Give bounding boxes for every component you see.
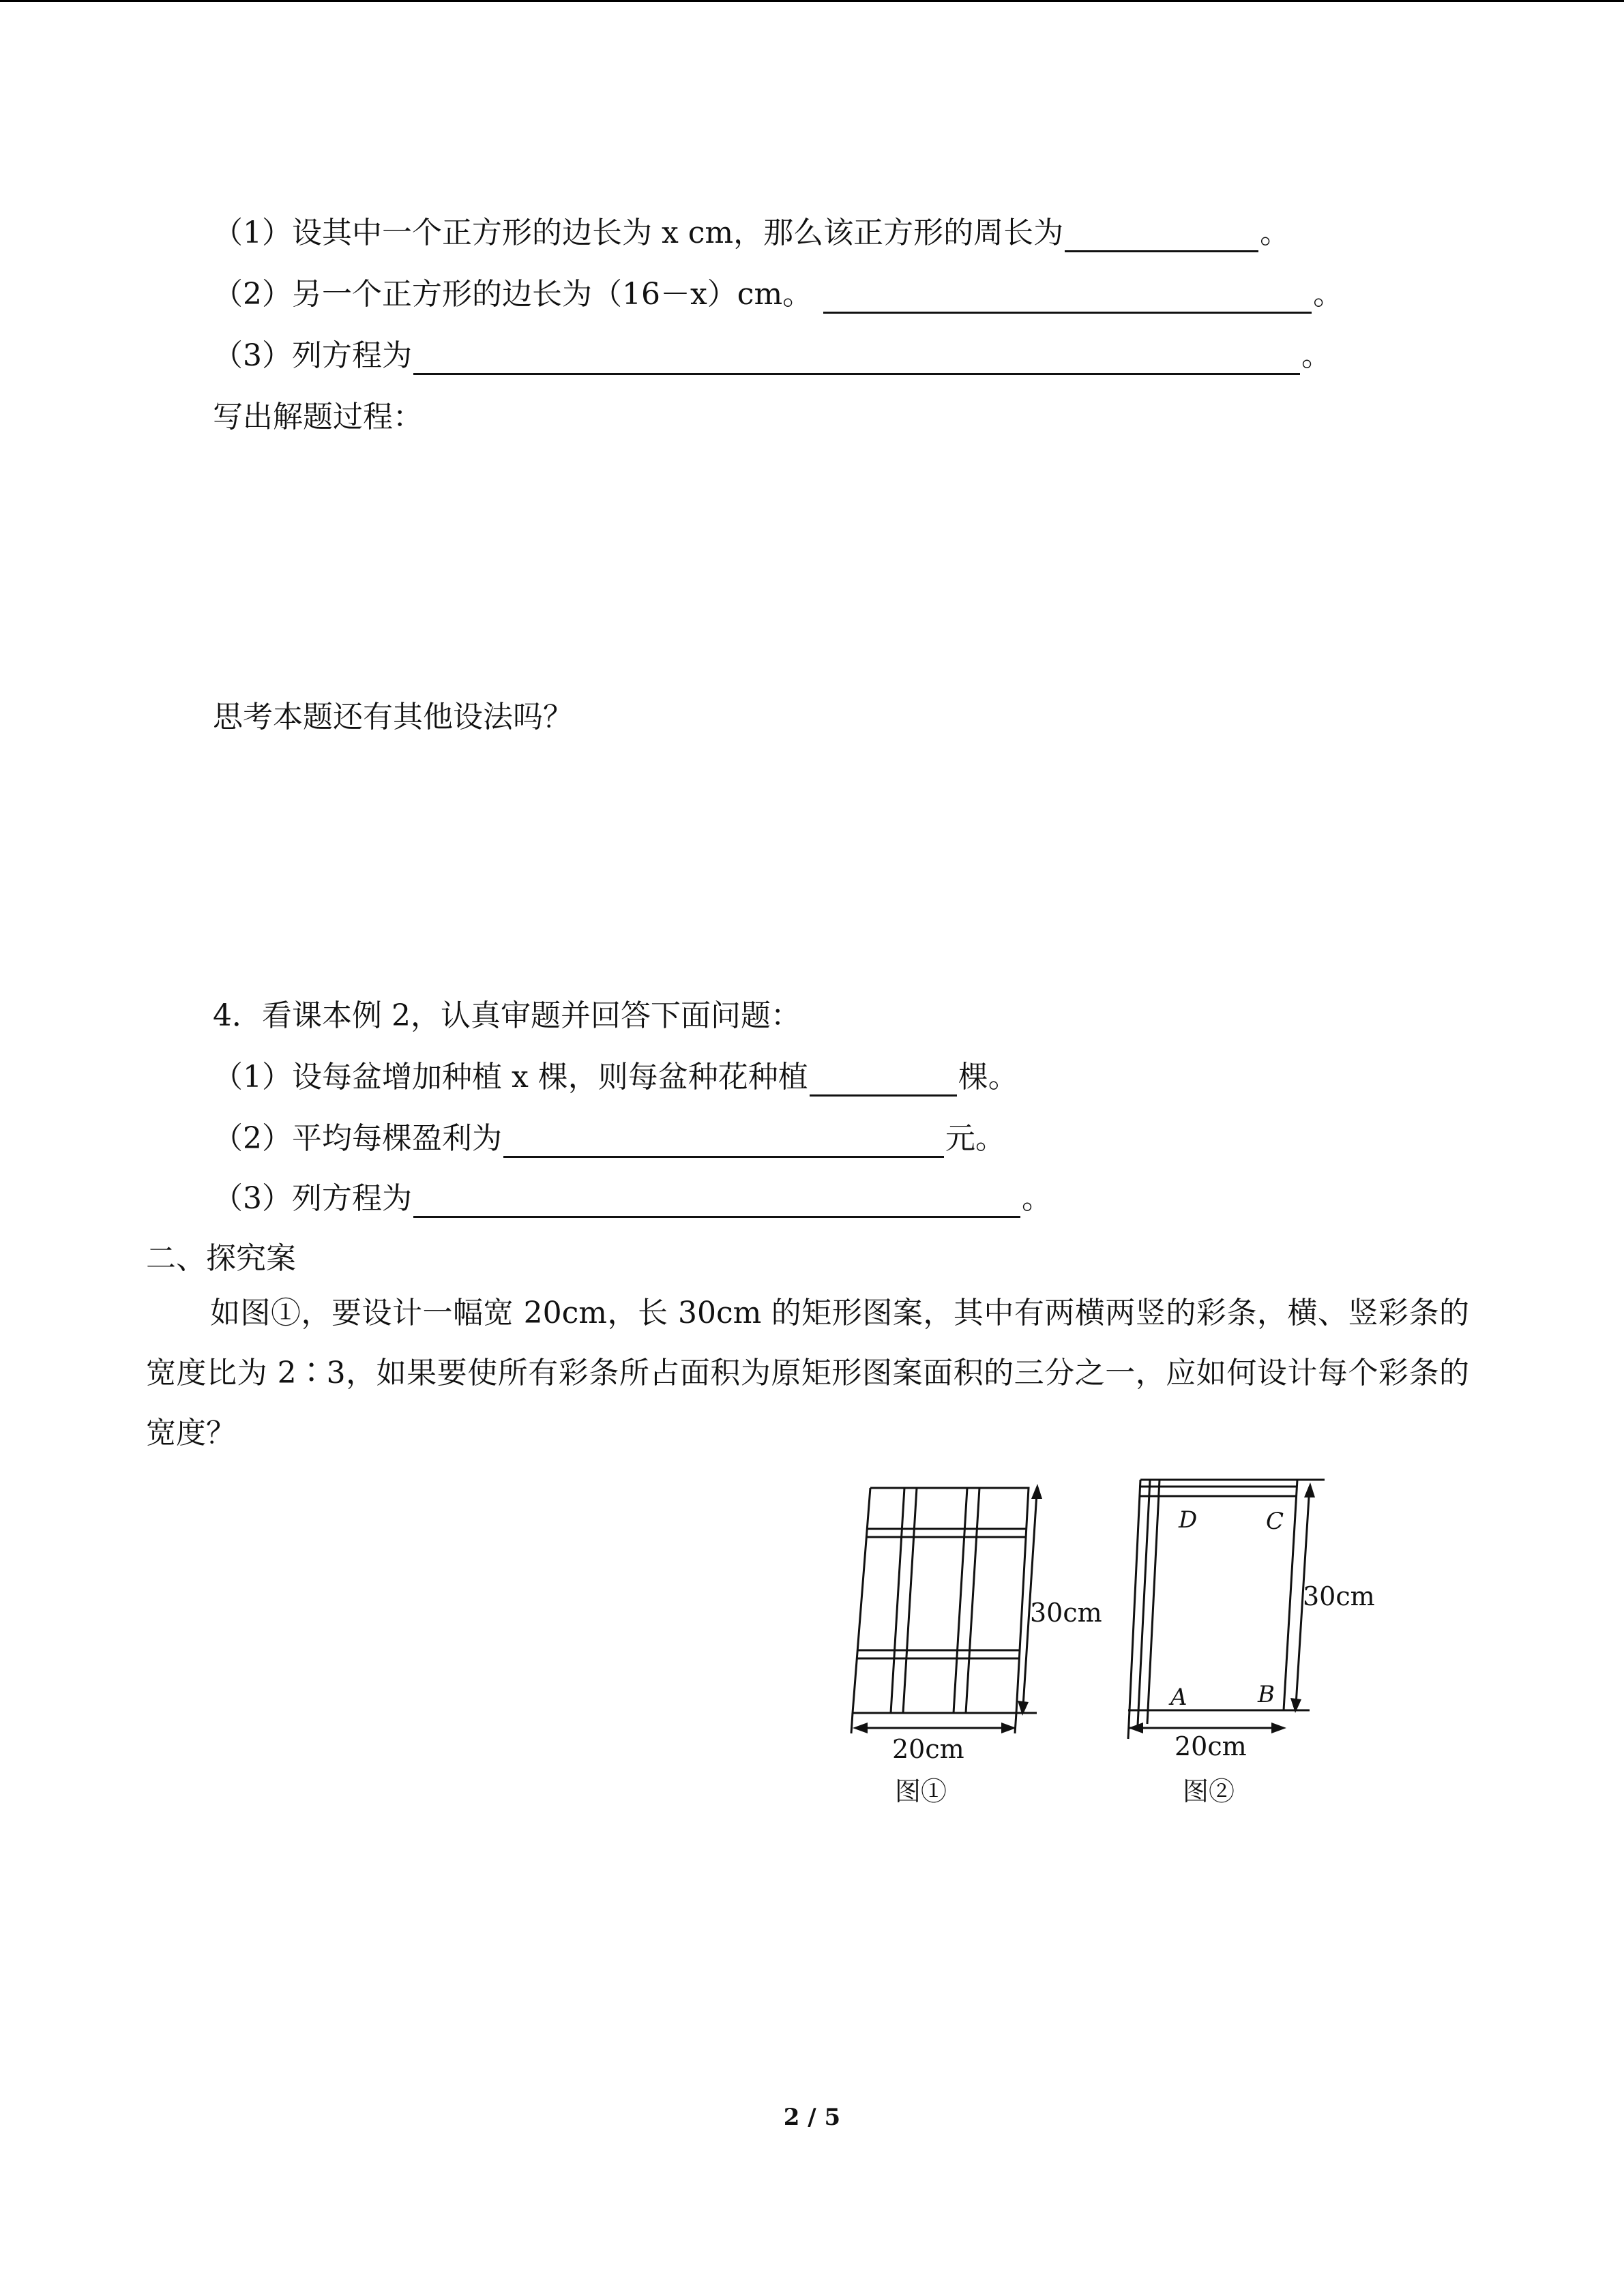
q4-item-3 <box>213 1180 1052 1218</box>
fig2-arrow-up <box>1304 1482 1315 1497</box>
fig2-label-a: A <box>1170 1684 1187 1711</box>
answer-blank-5[interactable] <box>503 1122 944 1158</box>
fig1-vertical-stripe <box>891 1488 904 1713</box>
answer-blank-3[interactable] <box>413 339 1300 375</box>
answer-blank-6[interactable] <box>413 1182 1020 1218</box>
q3-item-2-end: 。 <box>1313 277 1344 312</box>
q3-item-3-text: （3）列方程为 <box>213 338 412 373</box>
fig1-arrow-left <box>853 1723 868 1733</box>
fig2-arrow-left <box>1128 1723 1143 1733</box>
q3-item-3 <box>213 337 1331 375</box>
fig1-width-tick <box>851 1713 853 1733</box>
q3-item-3-end: 。 <box>1301 338 1331 373</box>
fig1-width-tick <box>1015 1713 1016 1733</box>
fig1-height-label: 30cm <box>1030 1598 1102 1628</box>
think-label: 思考本题还有其他设法吗？ <box>213 700 573 734</box>
page-number: 2 / 5 <box>783 2104 841 2131</box>
figure-1 <box>839 1466 1112 1821</box>
fig2-label-c: C <box>1266 1508 1284 1535</box>
answer-blank-1[interactable] <box>1065 216 1258 252</box>
q3-item-2 <box>213 275 1343 314</box>
top-border <box>0 0 1624 2</box>
fig2-label-b: B <box>1258 1681 1275 1708</box>
q4-item-2-text: （2）平均每棵盈利为 <box>213 1121 502 1156</box>
answer-blank-4[interactable] <box>810 1060 957 1097</box>
figure-2 <box>1112 1466 1398 1821</box>
q3-item-1 <box>213 214 1290 252</box>
fig2-right-edge <box>1284 1480 1297 1710</box>
q4-item-3-text: （3）列方程为 <box>213 1181 412 1216</box>
fig1-arrow-up <box>1031 1484 1042 1499</box>
problem-paragraph: 如图①，要设计一幅宽 20cm，长 30cm 的矩形图案，其中有两横两竖的彩条，横、竖彩条的宽度比为 2∶3，如果要使所有彩条所占面积为原矩形图案面积的三分之一，应如何设计每个彩条的宽度？ <box>146 1296 1469 1450</box>
q4-item-1-text: （1）设每盆增加种植 x 棵，则每盆种花种植 <box>213 1060 808 1094</box>
fig1-outline <box>853 1488 1029 1713</box>
q4-item-2 <box>213 1120 1005 1158</box>
fig2-height-label: 30cm <box>1303 1581 1375 1611</box>
fig1-vertical-stripe <box>954 1488 967 1713</box>
q4-item-2-end: 元。 <box>945 1121 1005 1156</box>
fig2-arrow-right <box>1271 1723 1286 1733</box>
fig2-label-d: D <box>1179 1506 1198 1534</box>
section-title: 二、探究案 <box>146 1241 296 1276</box>
q4-heading: 4．看课本例 2，认真审题并回答下面问题： <box>213 998 801 1033</box>
q4-item-3-end: 。 <box>1022 1181 1052 1216</box>
fig2-caption: 图② <box>1183 1776 1235 1806</box>
q3-item-1-end: 。 <box>1260 215 1290 250</box>
fig1-vertical-stripe <box>966 1488 979 1713</box>
fig2-width-label: 20cm <box>1175 1731 1247 1761</box>
q3-item-2-text: （2）另一个正方形的边长为（16－x）cm。 <box>213 277 813 312</box>
q3-item-1-text: （1）设其中一个正方形的边长为 x cm，那么该正方形的周长为 <box>213 215 1064 250</box>
q4-item-1 <box>213 1058 1018 1097</box>
q4-item-1-end: 棵。 <box>958 1060 1018 1094</box>
process-label: 写出解题过程： <box>213 400 423 434</box>
fig1-vertical-stripe <box>903 1488 917 1713</box>
fig1-caption: 图① <box>895 1776 947 1806</box>
fig1-width-label: 20cm <box>892 1734 964 1764</box>
answer-blank-2[interactable] <box>823 278 1312 314</box>
